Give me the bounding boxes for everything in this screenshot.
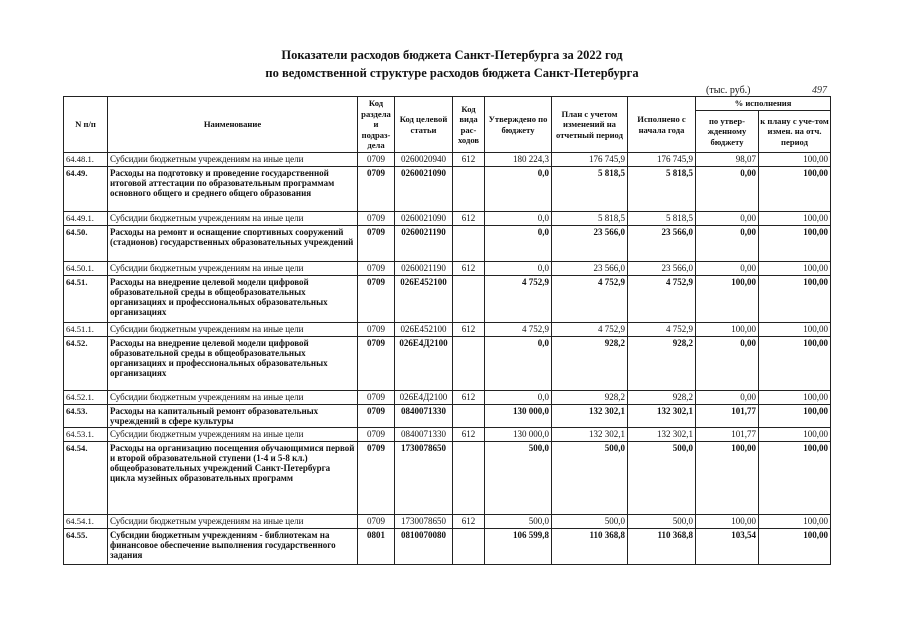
row-type-code [453, 405, 485, 428]
row-plan: 4 752,9 [552, 276, 628, 323]
table-row [64, 405, 831, 428]
row-section-code: 0709 [358, 276, 395, 323]
row-executed: 23 566,0 [628, 262, 696, 276]
row-executed: 176 745,9 [628, 153, 696, 167]
row-pct-plan: 100,00 [759, 515, 831, 529]
row-section-code: 0709 [358, 337, 395, 391]
row-type-code [453, 529, 485, 565]
table-row [64, 167, 831, 212]
row-target-code: 0840071330 [395, 428, 453, 442]
row-target-code: 0840071330 [395, 405, 453, 428]
row-approved: 130 000,0 [485, 428, 552, 442]
row-pct-approved: 101,77 [696, 428, 759, 442]
report-title: Показатели расходов бюджета Санкт-Петербурга за 2022 год [281, 48, 623, 62]
row-type-code [453, 442, 485, 515]
table-row [64, 391, 831, 405]
row-section-code: 0709 [358, 323, 395, 337]
header-pct-group: % исполнения [696, 97, 831, 111]
header-executed: Исполнено с начала года [628, 97, 696, 153]
row-approved: 130 000,0 [485, 405, 552, 428]
row-pct-approved: 0,00 [696, 337, 759, 391]
header-type: Код вида рас-ходов [453, 97, 485, 153]
row-number: 64.53. [64, 405, 108, 428]
row-pct-approved: 0,00 [696, 262, 759, 276]
row-plan: 5 818,5 [552, 167, 628, 212]
row-type-code [453, 337, 485, 391]
row-executed: 500,0 [628, 442, 696, 515]
row-name: Субсидии бюджетным учреждениям на иные цели [108, 428, 358, 442]
row-pct-approved: 100,00 [696, 323, 759, 337]
row-executed: 132 302,1 [628, 428, 696, 442]
row-approved: 0,0 [485, 212, 552, 226]
row-section-code: 0709 [358, 262, 395, 276]
row-pct-plan: 100,00 [759, 428, 831, 442]
row-type-code: 612 [453, 391, 485, 405]
row-section-code: 0709 [358, 405, 395, 428]
row-pct-plan: 100,00 [759, 226, 831, 262]
row-plan: 176 745,9 [552, 153, 628, 167]
header-plan: План с учетом изменений на отчетный период [552, 97, 628, 153]
row-pct-approved: 98,07 [696, 153, 759, 167]
units-label: (тыс. руб.) [706, 85, 751, 96]
row-name: Субсидии бюджетным учреждениям на иные цели [108, 515, 358, 529]
row-section-code: 0709 [358, 391, 395, 405]
header-name: Наименование [108, 97, 358, 153]
row-target-code: 0810070080 [395, 529, 453, 565]
row-pct-approved: 100,00 [696, 276, 759, 323]
row-name: Субсидии бюджетным учреждениям - библиотекам на финансовое обеспечение выполнения государственного задания [108, 529, 358, 565]
header-target: Код целевой статьи [395, 97, 453, 153]
row-pct-plan: 100,00 [759, 405, 831, 428]
row-number: 64.54.1. [64, 515, 108, 529]
row-plan: 928,2 [552, 337, 628, 391]
row-number: 64.51.1. [64, 323, 108, 337]
row-executed: 4 752,9 [628, 276, 696, 323]
row-executed: 132 302,1 [628, 405, 696, 428]
row-pct-plan: 100,00 [759, 212, 831, 226]
row-pct-approved: 0,00 [696, 167, 759, 212]
row-target-code: 026E452100 [395, 276, 453, 323]
row-number: 64.52.1. [64, 391, 108, 405]
row-approved: 0,0 [485, 391, 552, 405]
row-approved: 0,0 [485, 167, 552, 212]
row-type-code: 612 [453, 153, 485, 167]
table-row [64, 153, 831, 167]
row-approved: 0,0 [485, 337, 552, 391]
row-name: Субсидии бюджетным учреждениям на иные цели [108, 212, 358, 226]
row-type-code [453, 276, 485, 323]
row-plan: 23 566,0 [552, 226, 628, 262]
row-target-code: 1730078650 [395, 515, 453, 529]
page-number: 497 [812, 85, 827, 96]
row-plan: 500,0 [552, 442, 628, 515]
row-pct-approved: 0,00 [696, 212, 759, 226]
row-pct-approved: 0,00 [696, 226, 759, 262]
row-name: Субсидии бюджетным учреждениям на иные цели [108, 153, 358, 167]
row-approved: 0,0 [485, 262, 552, 276]
row-name: Расходы на внедрение целевой модели цифровой образовательной среды в общеобразовательных организациях и профессиональных образовательных организациях [108, 276, 358, 323]
row-target-code: 0260021090 [395, 167, 453, 212]
table-row [64, 276, 831, 323]
row-section-code: 0709 [358, 167, 395, 212]
row-approved: 4 752,9 [485, 276, 552, 323]
row-pct-plan: 100,00 [759, 276, 831, 323]
row-target-code: 0260021190 [395, 226, 453, 262]
row-executed: 928,2 [628, 337, 696, 391]
row-approved: 500,0 [485, 442, 552, 515]
table-row [64, 262, 831, 276]
row-executed: 928,2 [628, 391, 696, 405]
row-name: Субсидии бюджетным учреждениям на иные цели [108, 323, 358, 337]
row-plan: 4 752,9 [552, 323, 628, 337]
row-section-code: 0709 [358, 212, 395, 226]
row-name: Расходы на подготовку и проведение государственной итоговой аттестации по образовательным программам основного общего и среднего общего образования [108, 167, 358, 212]
row-pct-approved: 101,77 [696, 405, 759, 428]
row-approved: 4 752,9 [485, 323, 552, 337]
row-target-code: 0260021090 [395, 212, 453, 226]
row-number: 64.54. [64, 442, 108, 515]
row-approved: 180 224,3 [485, 153, 552, 167]
row-section-code: 0801 [358, 529, 395, 565]
row-number: 64.51. [64, 276, 108, 323]
row-pct-plan: 100,00 [759, 529, 831, 565]
row-plan: 132 302,1 [552, 428, 628, 442]
row-name: Субсидии бюджетным учреждениям на иные цели [108, 391, 358, 405]
row-number: 64.50.1. [64, 262, 108, 276]
table-row [64, 212, 831, 226]
row-target-code: 0260020940 [395, 153, 453, 167]
row-target-code: 026E4Д2100 [395, 391, 453, 405]
row-pct-plan: 100,00 [759, 391, 831, 405]
row-number: 64.48.1. [64, 153, 108, 167]
header-pct-plan: к плану с уче-том измен. на отч. период [759, 111, 831, 153]
table-row [64, 337, 831, 391]
row-number: 64.53.1. [64, 428, 108, 442]
row-type-code: 612 [453, 212, 485, 226]
row-pct-plan: 100,00 [759, 323, 831, 337]
row-executed: 5 818,5 [628, 212, 696, 226]
row-type-code [453, 226, 485, 262]
row-name: Расходы на внедрение целевой модели цифровой образовательной среды в общеобразовательных организациях и профессиональных образовательных организациях [108, 337, 358, 391]
row-number: 64.50. [64, 226, 108, 262]
expenditure-table [63, 96, 831, 565]
row-pct-approved: 100,00 [696, 442, 759, 515]
row-plan: 5 818,5 [552, 212, 628, 226]
row-section-code: 0709 [358, 226, 395, 262]
header-pct-approved: по утвер-жденному бюджету [696, 111, 759, 153]
row-plan: 132 302,1 [552, 405, 628, 428]
row-target-code: 026E452100 [395, 323, 453, 337]
row-approved: 0,0 [485, 226, 552, 262]
row-name: Расходы на ремонт и оснащение спортивных сооружений (стадионов) государственных образовательных учреждений [108, 226, 358, 262]
row-name: Субсидии бюджетным учреждениям на иные цели [108, 262, 358, 276]
row-executed: 23 566,0 [628, 226, 696, 262]
header-section: Код раздела и подраз-дела [358, 97, 395, 153]
row-target-code: 0260021190 [395, 262, 453, 276]
row-pct-plan: 100,00 [759, 153, 831, 167]
row-target-code: 1730078650 [395, 442, 453, 515]
row-pct-plan: 100,00 [759, 167, 831, 212]
row-pct-approved: 100,00 [696, 515, 759, 529]
row-number: 64.49.1. [64, 212, 108, 226]
table-row [64, 226, 831, 262]
row-section-code: 0709 [358, 515, 395, 529]
row-plan: 23 566,0 [552, 262, 628, 276]
row-pct-approved: 103,54 [696, 529, 759, 565]
row-pct-plan: 100,00 [759, 442, 831, 515]
row-executed: 4 752,9 [628, 323, 696, 337]
row-executed: 500,0 [628, 515, 696, 529]
row-approved: 106 599,8 [485, 529, 552, 565]
table-row [64, 442, 831, 515]
row-type-code: 612 [453, 515, 485, 529]
row-section-code: 0709 [358, 153, 395, 167]
row-plan: 500,0 [552, 515, 628, 529]
row-section-code: 0709 [358, 428, 395, 442]
row-type-code: 612 [453, 323, 485, 337]
row-plan: 928,2 [552, 391, 628, 405]
row-plan: 110 368,8 [552, 529, 628, 565]
row-pct-plan: 100,00 [759, 262, 831, 276]
row-type-code [453, 167, 485, 212]
row-pct-approved: 0,00 [696, 391, 759, 405]
row-number: 64.55. [64, 529, 108, 565]
header-approved: Утверждено по бюджету [485, 97, 552, 153]
row-pct-plan: 100,00 [759, 337, 831, 391]
row-section-code: 0709 [358, 442, 395, 515]
header-n: N п/п [64, 97, 108, 153]
row-name: Расходы на организацию посещения обучающимися первой и второй образовательной ступени (1-4 и 5-8 кл.) общеобразовательных учреждений Санкт-Петербурга цикла музейных образовательных программ [108, 442, 358, 515]
table-row [64, 529, 831, 565]
row-approved: 500,0 [485, 515, 552, 529]
row-target-code: 026E4Д2100 [395, 337, 453, 391]
report-subtitle: по ведомственной структуре расходов бюджета Санкт-Петербурга [265, 66, 639, 80]
row-number: 64.49. [64, 167, 108, 212]
row-executed: 5 818,5 [628, 167, 696, 212]
row-type-code: 612 [453, 428, 485, 442]
row-type-code: 612 [453, 262, 485, 276]
row-executed: 110 368,8 [628, 529, 696, 565]
row-name: Расходы на капитальный ремонт образовательных учреждений в сфере культуры [108, 405, 358, 428]
table-row [64, 515, 831, 529]
table-row [64, 323, 831, 337]
table-row [64, 428, 831, 442]
row-number: 64.52. [64, 337, 108, 391]
